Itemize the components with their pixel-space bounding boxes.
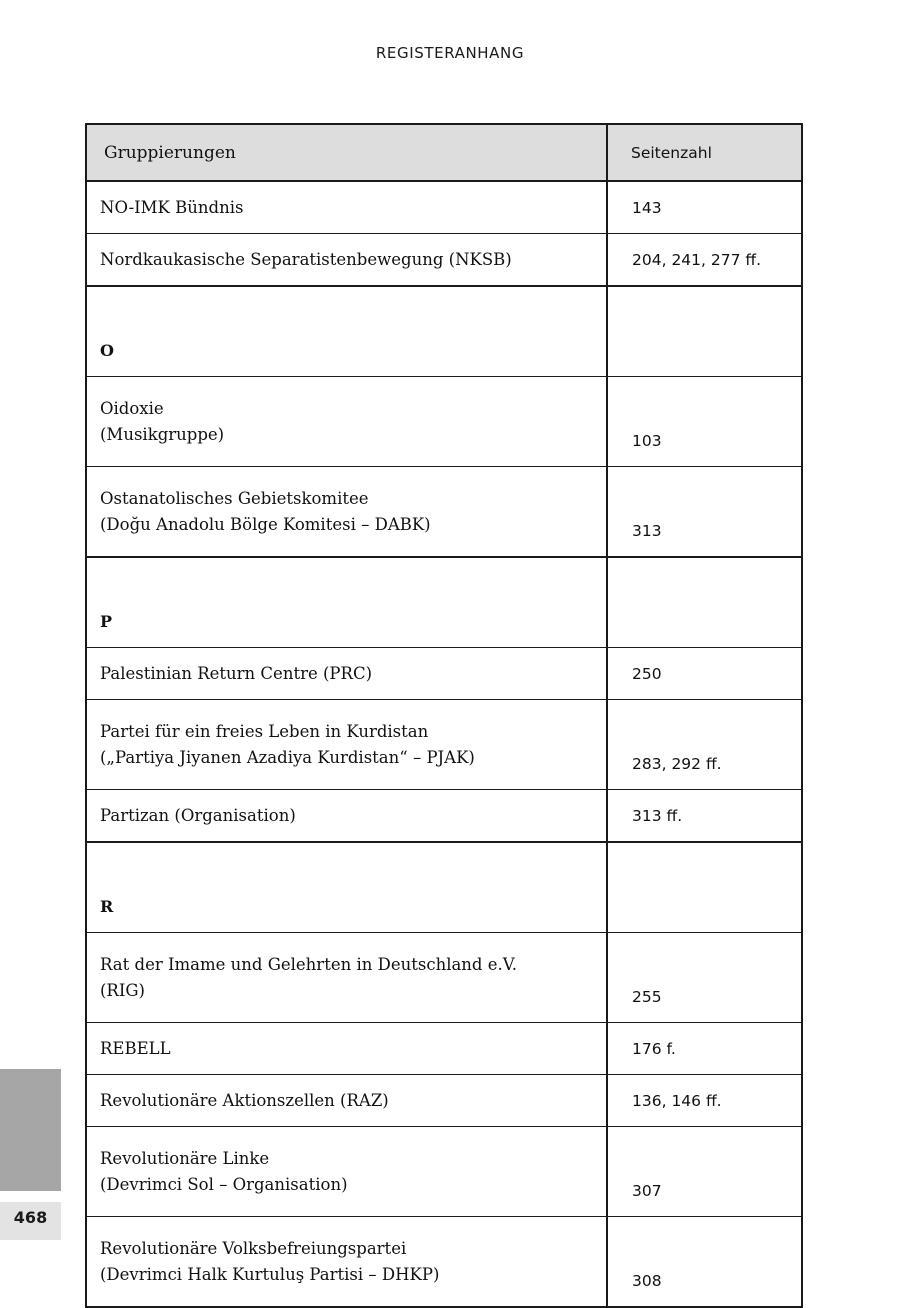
group-name-cell bbox=[86, 377, 607, 467]
group-name-cell bbox=[86, 181, 607, 234]
group-name-cell bbox=[86, 1127, 607, 1217]
page-reference-cell: 103 bbox=[607, 377, 802, 467]
group-name-line: Nordkaukasische Separatistenbewegung (NKSB) bbox=[100, 249, 512, 269]
section-letter bbox=[86, 286, 607, 377]
table-row bbox=[86, 234, 802, 287]
group-name-line: Partei für ein freies Leben in Kurdistan bbox=[100, 721, 429, 741]
page-reference-cell bbox=[607, 842, 802, 933]
table-row bbox=[86, 933, 802, 1023]
table-row bbox=[86, 1075, 802, 1127]
section-letter bbox=[86, 842, 607, 933]
table-row bbox=[86, 648, 802, 700]
group-name-line: R bbox=[100, 897, 114, 916]
register-body bbox=[86, 181, 802, 1307]
section-letter bbox=[86, 557, 607, 648]
letter-section-row bbox=[86, 842, 802, 933]
group-name-subline: (RIG) bbox=[100, 980, 145, 1000]
group-name-subline: (Devrimci Sol – Organisation) bbox=[100, 1174, 348, 1194]
page-reference-cell: 313 ff. bbox=[607, 790, 802, 843]
running-head: REGISTERANHANG bbox=[375, 44, 525, 62]
group-name-cell bbox=[86, 1023, 607, 1075]
page-reference-cell: 283, 292 ff. bbox=[607, 700, 802, 790]
page-reference-cell: 136, 146 ff. bbox=[607, 1075, 802, 1127]
group-name-cell bbox=[86, 467, 607, 558]
group-name-cell bbox=[86, 234, 607, 287]
group-name-line: NO-IMK Bündnis bbox=[100, 197, 244, 217]
group-name-line: Ostanatolisches Gebietskomitee bbox=[100, 488, 369, 508]
group-name-subline: („Partiya Jiyanen Azadiya Kurdistan“ – PJAK) bbox=[100, 747, 475, 767]
group-name-cell bbox=[86, 933, 607, 1023]
group-name-line: Revolutionäre Volksbefreiungspartei bbox=[100, 1238, 407, 1258]
table-row bbox=[86, 467, 802, 558]
group-name-cell bbox=[86, 1217, 607, 1308]
group-name-line: O bbox=[100, 341, 114, 360]
group-name-subline: (Musikgruppe) bbox=[100, 424, 225, 444]
group-name-line: Revolutionäre Aktionszellen (RAZ) bbox=[100, 1090, 389, 1110]
page-reference-cell bbox=[607, 286, 802, 377]
group-name-line: Oidoxie bbox=[100, 398, 164, 418]
group-name-line: Partizan (Organisation) bbox=[100, 805, 296, 825]
group-name-line: Rat der Imame und Gelehrten in Deutschland e.V. bbox=[100, 954, 518, 974]
page-reference-cell: 307 bbox=[607, 1127, 802, 1217]
table-header-row bbox=[86, 124, 802, 181]
group-name-subline: (Devrimci Halk Kurtuluş Partisi – DHKP) bbox=[100, 1264, 440, 1284]
page-reference-cell: 250 bbox=[607, 648, 802, 700]
page-reference-cell: 308 bbox=[607, 1217, 802, 1308]
page-reference-cell: 176 f. bbox=[607, 1023, 802, 1075]
table-row bbox=[86, 1127, 802, 1217]
page-number: 468 bbox=[0, 1202, 61, 1240]
table-row bbox=[86, 1217, 802, 1308]
letter-section-row bbox=[86, 286, 802, 377]
page-reference-cell bbox=[607, 557, 802, 648]
column-header-page-numbers: Seitenzahl bbox=[607, 124, 802, 181]
table-row bbox=[86, 377, 802, 467]
column-header-groupings: Gruppierungen bbox=[86, 124, 607, 181]
group-name-cell bbox=[86, 700, 607, 790]
register-table bbox=[85, 123, 803, 1308]
group-name-line: Revolutionäre Linke bbox=[100, 1148, 270, 1168]
page-reference-cell: 143 bbox=[607, 181, 802, 234]
group-name-cell bbox=[86, 790, 607, 843]
group-name-line: REBELL bbox=[100, 1038, 171, 1058]
margin-thumb-tab bbox=[0, 1069, 61, 1191]
table-row bbox=[86, 1023, 802, 1075]
table-row bbox=[86, 181, 802, 234]
group-name-cell bbox=[86, 648, 607, 700]
page-reference-cell: 255 bbox=[607, 933, 802, 1023]
table-row bbox=[86, 790, 802, 843]
table-row bbox=[86, 700, 802, 790]
group-name-subline: (Doğu Anadolu Bölge Komitesi – DABK) bbox=[100, 514, 431, 534]
page-reference-cell: 204, 241, 277 ff. bbox=[607, 234, 802, 287]
letter-section-row bbox=[86, 557, 802, 648]
group-name-line: P bbox=[100, 612, 113, 631]
group-name-cell bbox=[86, 1075, 607, 1127]
group-name-line: Palestinian Return Centre (PRC) bbox=[100, 663, 373, 683]
page-reference-cell: 313 bbox=[607, 467, 802, 558]
